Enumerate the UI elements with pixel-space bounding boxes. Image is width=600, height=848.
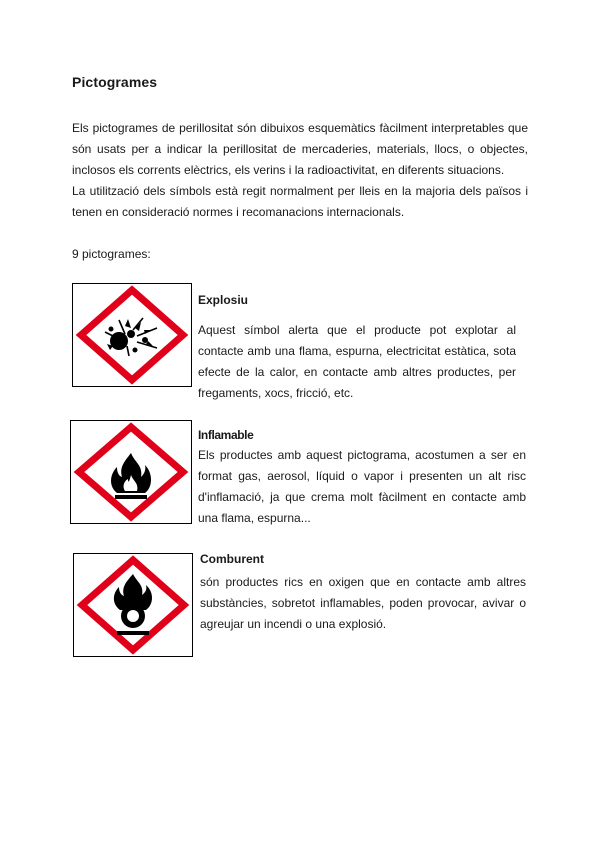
oxidizing-icon [74, 554, 192, 656]
intro-paragraph-2: La utilització dels símbols està regit normalment per lleis en la majoria dels països i tenen en consideració normes i recomanacions internacionals. [72, 184, 528, 219]
pictogram-flammable-heading: Inflamable [198, 428, 254, 442]
pictogram-explosive-description: Aquest símbol alerta que el producte pot explotar al contacte amb una flama, espurna, electricitat estàtica, sota efecte de la calor, en contacte amb altres productes, per fregaments, xocs, fricció, etc. [198, 323, 516, 400]
pictogram-explosive-frame [72, 283, 192, 387]
intro-paragraph-1: Els pictogrames de perillositat són dibuixos esquemàtics fàcilment interpretables que són usats per a indicar la perillositat de mercaderies, materials, llocs, o objectes, inclosos els corrents elèctrics, els verins i la radioactivitat, en diferents situacions. [72, 121, 528, 177]
pictogram-explosive-heading: Explosiu [198, 293, 249, 307]
page-title: Pictogrames [72, 74, 158, 90]
pictogram-flammable-frame [70, 420, 192, 524]
pictogram-flammable-description: Els productes amb aquest pictograma, acostumen a ser en format gas, aerosol, líquid o vapor i presenten un alt risc d'inflamació, ja que crema molt fàcilment en contacte amb una flama, espurna... [198, 448, 526, 525]
flammable-icon [71, 421, 191, 523]
explosive-icon [73, 284, 191, 386]
pictogram-oxidizing-description: són productes rics en oxigen que en contacte amb altres substàncies, sobretot inflamables, poden provocar, avivar o agreujar un incendi o una explosió. [200, 575, 526, 631]
pictogram-count-label: 9 pictogrames: [72, 247, 151, 261]
pictogram-oxidizing-frame [73, 553, 193, 657]
pictogram-oxidizing-heading: Comburent [200, 552, 264, 566]
